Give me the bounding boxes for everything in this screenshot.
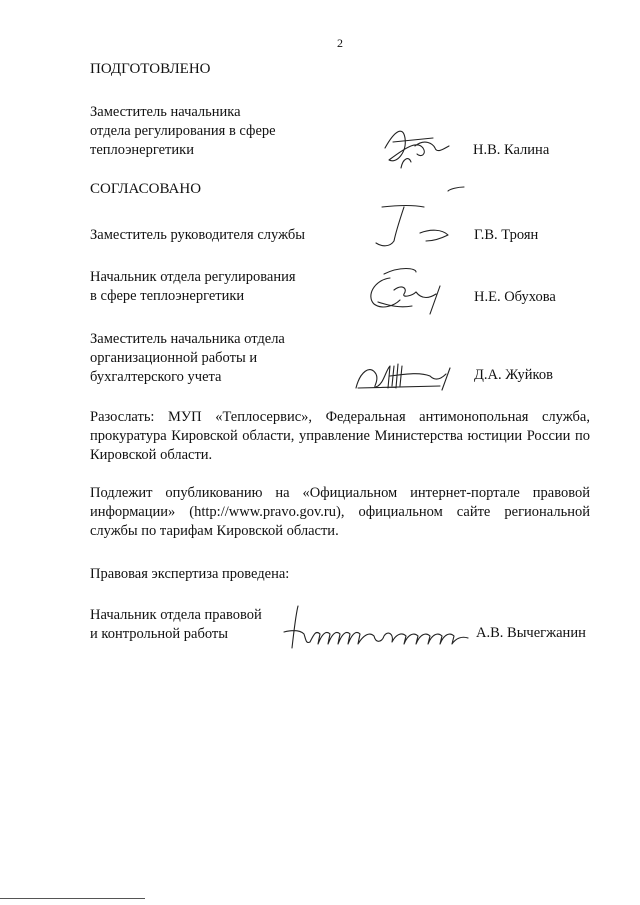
- legal-review-statement: Правовая экспертиза проведена:: [90, 566, 290, 582]
- prepared-position: Заместитель начальника отдела регулирования в сфере теплоэнергетики: [90, 104, 276, 158]
- signer-3-position: Заместитель начальника отдела организационной работы и бухгалтерского учета: [90, 331, 285, 385]
- signer-1-position: Заместитель руководителя службы: [90, 227, 306, 243]
- signer-0-name: Г.В. Троян: [474, 227, 539, 243]
- prepared-heading: ПОДГОТОВЛЕНО: [90, 61, 211, 77]
- legal-review-position: Начальник отдела правовой и контрольной работы: [90, 607, 262, 642]
- signer-1-name: Н.Е. Обухова: [474, 289, 556, 305]
- signature-kalina: [375, 118, 455, 178]
- signature-obukhova: [360, 262, 460, 322]
- page-number: 2: [337, 36, 343, 50]
- signature-zhuikov: [350, 352, 470, 400]
- signer-2-position: Начальник отдела регулирования в сфере теплоэнергетики: [90, 269, 296, 304]
- legal-review-name: А.В. Вычегжанин: [476, 625, 586, 641]
- signature-vychegzhanin: [278, 600, 478, 660]
- distribution-paragraph: Разослать: МУП «Теплосервис», Федеральная антимонопольная служба, прокуратура Кировской области, управление Министерства юстиции России по Кировской области.: [90, 409, 590, 463]
- publication-paragraph: Подлежит опубликованию на «Официальном интернет-портале правовой информации» (http://www.pravo.gov.ru), официальном сайте региональной службы по тарифам Кировской области.: [90, 485, 590, 539]
- signature-troyan: [360, 185, 470, 255]
- agreed-heading: СОГЛАСОВАНО: [90, 181, 202, 197]
- prepared-name: Н.В. Калина: [473, 142, 550, 158]
- signer-3-name: Д.А. Жуйков: [474, 367, 553, 383]
- footnote-rule: [0, 898, 145, 899]
